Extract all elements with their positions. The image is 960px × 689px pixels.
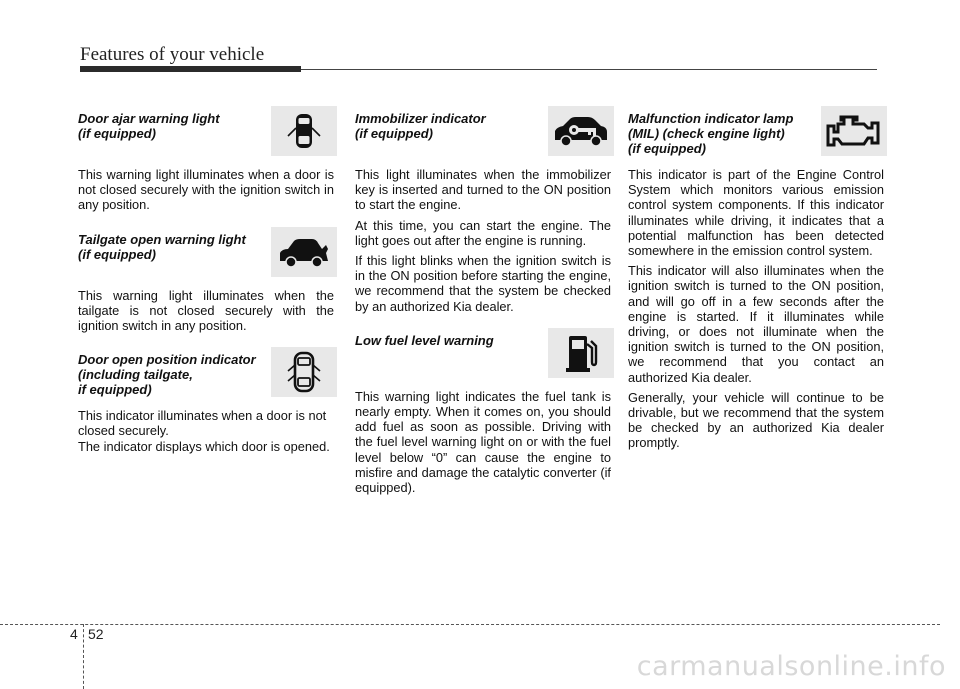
section-heading: Low fuel level warning — [355, 332, 494, 348]
column-1 — [78, 106, 334, 459]
section-text: This warning light illuminates when a door is not closed securely with the ignition switch in any position. — [78, 167, 334, 213]
immobilizer-icon — [548, 106, 614, 156]
section-text: If this light blinks when the ignition switch is in the ON position before starting the engine, we recommend that the system be checked by an authorized Kia dealer. — [355, 253, 611, 314]
low-fuel-section — [355, 328, 611, 495]
door-open-position-icon — [271, 347, 337, 397]
column-3 — [628, 106, 884, 456]
section-text: This indicator will also illuminates when the ignition switch is turned to the ON position, and will go off in a few seconds after the engine is started. If it illuminates while driving, or does not illuminate when the ignition switch is turned to the ON position, we recommend that you contact an authorized Kia dealer. — [628, 263, 884, 385]
door-ajar-section — [78, 106, 334, 213]
page-number: 52 — [88, 626, 104, 642]
section-text: Generally, your vehicle will continue to be drivable, but we recommend that the system be checked by an authorized Kia dealer promptly. — [628, 389, 884, 451]
tailgate-open-icon — [271, 227, 337, 277]
section-text: This indicator is part of the Engine Control System which monitors various emission control system components. If this indicator illuminates while driving, it indicates that a potential malfunction has been detected somewhere in the emission control system. — [628, 167, 884, 259]
section-text: This light illuminates when the immobilizer key is inserted and turned to the ON position to start the engine. — [355, 167, 611, 213]
check-engine-icon — [821, 106, 887, 156]
header-title: Features of your vehicle — [80, 44, 265, 65]
footer-rule — [0, 624, 940, 625]
fuel-pump-icon — [548, 328, 614, 378]
section-heading: Door open position indicator (including tailgate, if equipped) — [78, 352, 256, 398]
header-rule-thin — [301, 69, 877, 70]
door-open-position-section — [78, 347, 334, 454]
section-heading: Immobilizer indicator (if equipped) — [355, 111, 486, 141]
column-2 — [355, 106, 611, 500]
section-text: This warning light indicates the fuel tank is nearly empty. When it comes on, you should add fuel as soon as possible. Driving with the fuel level warning light on or with the fuel level below “0” can cause the engine to misfire and damage the catalytic converter (if equipped). — [355, 388, 611, 496]
section-heading: Malfunction indicator lamp (MIL) (check engine light) (if equipped) — [628, 111, 794, 156]
chapter-number: 4 — [70, 626, 78, 642]
section-heading: Door ajar warning light (if equipped) — [78, 111, 220, 141]
watermark: carmanualsonline.info — [636, 651, 946, 682]
malfunction-indicator-section — [628, 106, 884, 451]
immobilizer-section — [355, 106, 611, 314]
section-heading: Tailgate open warning light (if equipped) — [78, 231, 246, 262]
section-text: The indicator displays which door is opened. — [78, 438, 330, 454]
tailgate-open-section — [78, 227, 334, 334]
section-text: This warning light illuminates when the tailgate is not closed securely with the ignition switch in any position. — [78, 287, 334, 334]
footer-divider — [83, 624, 84, 689]
section-text: This indicator illuminates when a door is not closed securely. — [78, 408, 327, 439]
door-ajar-icon — [271, 106, 337, 156]
section-text: At this time, you can start the engine. The light goes out after the engine is running. — [355, 217, 611, 248]
header-rule-thick — [80, 66, 301, 72]
